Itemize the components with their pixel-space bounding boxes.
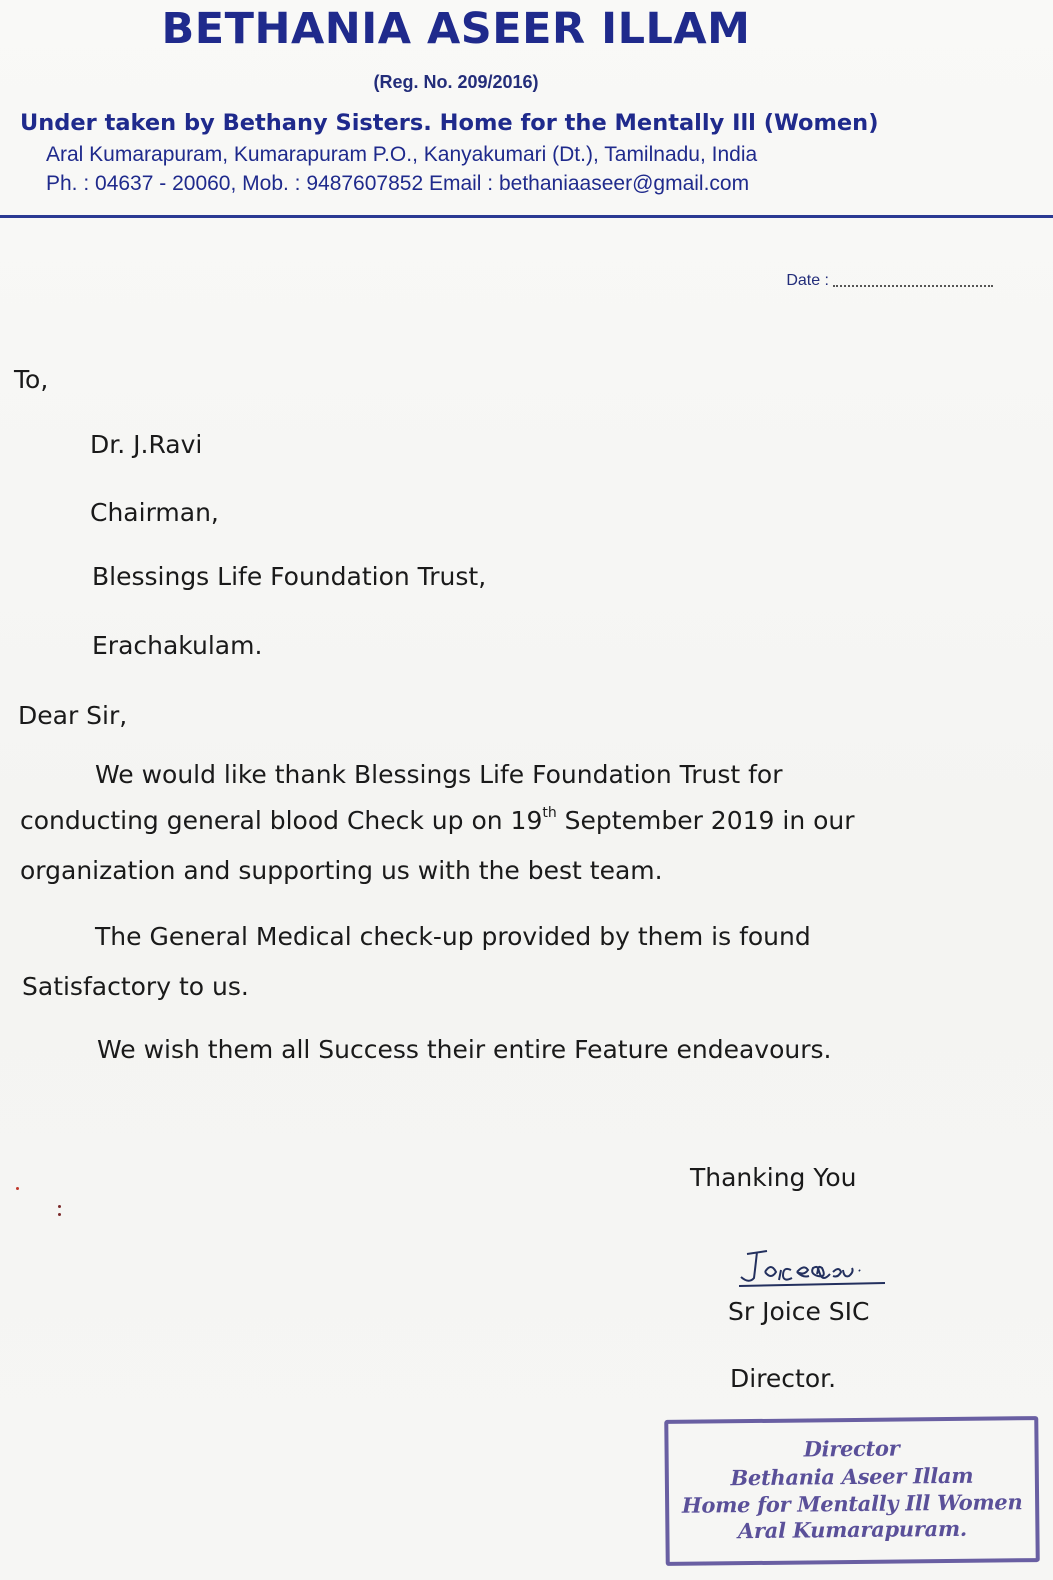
- ink-speck: [16, 1187, 19, 1190]
- signer-designation: Director.: [730, 1364, 837, 1393]
- stamp-line-4: Aral Kumarapuram.: [737, 1515, 967, 1544]
- paragraph-2-line-2: Satisfactory to us.: [22, 972, 249, 1001]
- recipient-place: Erachakulam.: [92, 631, 263, 660]
- recipient-title: Chairman,: [90, 498, 219, 527]
- registration-number: (Reg. No. 209/2016): [373, 72, 539, 92]
- organization-address: Aral Kumarapuram, Kumarapuram P.O., Kanyakumari (Dt.), Tamilnadu, India: [46, 143, 758, 166]
- closing-thanks: Thanking You: [690, 1163, 857, 1192]
- paragraph-2-line-1: The General Medical check-up provided by them is found: [95, 922, 811, 951]
- official-stamp: [664, 1416, 1040, 1566]
- date-field: [786, 272, 993, 290]
- stamp-line-3: Home for Mentally Ill Women: [681, 1489, 1023, 1518]
- to-salutation: To,: [14, 365, 49, 394]
- ordinal-suffix: th: [542, 805, 557, 821]
- paragraph-1-line-2: [20, 806, 855, 835]
- paragraph-1-line-3: organization and supporting us with the best team.: [20, 856, 663, 885]
- date-label: Date :: [786, 272, 829, 289]
- organization-name: BETHANIA ASEER ILLAM: [161, 4, 751, 54]
- recipient-organization: Blessings Life Foundation Trust,: [92, 562, 487, 591]
- organization-contact: Ph. : 04637 - 20060, Mob. : 9487607852 Email : bethaniaaseer@gmail.com: [46, 172, 750, 195]
- ink-speck: [58, 1213, 61, 1216]
- date-blank-line: [833, 285, 993, 287]
- signature-image: [735, 1240, 895, 1290]
- stamp-line-1: Director: [803, 1435, 900, 1462]
- greeting: Dear Sir,: [18, 701, 128, 730]
- paragraph-1-line-1: We would like thank Blessings Life Foundation Trust for: [95, 760, 783, 789]
- ink-speck: [58, 1205, 61, 1208]
- letterhead-divider: [0, 215, 1053, 218]
- organization-tagline: Under taken by Bethany Sisters. Home for the Mentally Ill (Women): [20, 110, 879, 136]
- recipient-name: Dr. J.Ravi: [90, 430, 203, 459]
- stamp-line-2: Bethania Aseer Illam: [730, 1462, 974, 1491]
- paragraph-1-line-2-end: September 2019 in our: [556, 806, 855, 835]
- signer-name: Sr Joice SIC: [728, 1297, 870, 1326]
- paragraph-1-line-2-start: conducting general blood Check up on 19: [20, 806, 543, 835]
- paragraph-3-line-1: We wish them all Success their entire Feature endeavours.: [97, 1035, 832, 1064]
